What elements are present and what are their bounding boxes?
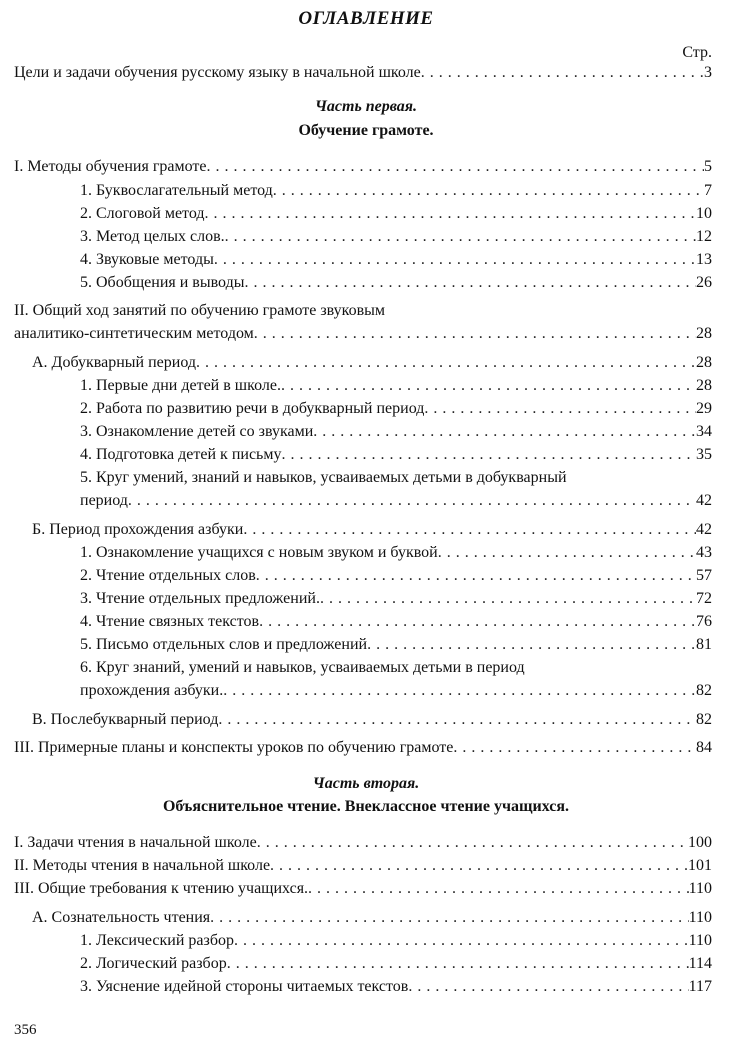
toc-entry	[80, 542, 712, 564]
page-title: ОГЛАВЛЕНИЕ	[298, 8, 434, 29]
page-number: 356	[14, 1022, 37, 1038]
entry-text: А. Сознательность чтения	[32, 909, 211, 926]
entry-page: 28	[696, 377, 712, 394]
entry-page: 28	[696, 325, 712, 342]
toc-entry	[80, 398, 712, 420]
entry-text: 5. Обобщения и выводы	[80, 274, 245, 291]
entry-text: Цели и задачи обучения русскому языку в начальной школе	[14, 64, 421, 81]
entry-text: II. Методы чтения в начальной школе	[14, 857, 271, 874]
entry-page: 81	[696, 636, 712, 653]
toc-entry	[14, 737, 712, 759]
entry-page: 101	[688, 857, 712, 874]
entry-page: 28	[696, 354, 712, 371]
page-column-label: Стр.	[682, 44, 712, 61]
entry-text: I. Задачи чтения в начальной школе	[14, 834, 257, 851]
entry-text: 2. Слоговой метод	[80, 205, 205, 222]
entry-page: 29	[696, 400, 712, 417]
toc-entry	[32, 907, 712, 929]
toc-entry	[80, 272, 712, 294]
toc-entry	[32, 709, 712, 731]
toc-entry	[80, 953, 712, 975]
toc-entry	[14, 832, 712, 854]
toc-entry	[14, 878, 712, 900]
entry-text: 1. Лексический разбор	[80, 932, 234, 949]
toc-entry	[32, 352, 712, 374]
entry-page: 84	[696, 739, 712, 756]
entry-text: прохождения азбуки.	[80, 682, 224, 699]
toc-entry	[80, 680, 712, 702]
entry-text: 3. Ознакомление детей со звуками	[80, 423, 314, 440]
entry-text: I. Методы обучения грамоте	[14, 158, 207, 175]
entry-page: 57	[696, 567, 712, 584]
entry-text: III. Примерные планы и конспекты уроков по обучению грамоте	[14, 739, 454, 756]
toc-entry	[14, 156, 712, 178]
part-one-title: Обучение грамоте.	[298, 122, 434, 139]
entry-page: 82	[696, 711, 712, 728]
entry-text: В. Послебукварный период	[32, 711, 219, 728]
entry-text: 1. Ознакомление учащихся с новым звуком и буквой	[80, 544, 438, 561]
toc-entry	[80, 249, 712, 271]
toc-entry	[14, 62, 712, 84]
entry-page: 34	[696, 423, 712, 440]
entry-page: 26	[696, 274, 712, 291]
entry-text: 2. Работа по развитию речи в добукварный период	[80, 400, 425, 417]
entry-text: период	[80, 492, 128, 509]
entry-page: 114	[688, 955, 712, 972]
entry-page: 100	[688, 834, 712, 851]
entry-text: 3. Уяснение идейной стороны читаемых текстов	[80, 978, 409, 995]
entry-text: 4. Подготовка детей к письму	[80, 446, 282, 463]
entry-text: 1. Первые дни детей в школе.	[80, 377, 281, 394]
entry-text: 6. Круг знаний, умений и навыков, усваиваемых детьми в период	[80, 659, 525, 676]
entry-text: 5. Письмо отдельных слов и предложений	[80, 636, 368, 653]
entry-text: Б. Период прохождения азбуки	[32, 521, 244, 538]
entry-text: 3. Чтение отдельных предложений.	[80, 590, 320, 607]
entry-page: 35	[696, 446, 712, 463]
entry-text: III. Общие требования к чтению учащихся.	[14, 880, 309, 897]
entry-page: 3	[704, 64, 712, 81]
toc-entry	[80, 490, 712, 512]
toc-entry	[80, 180, 712, 202]
entry-text: II. Общий ход занятий по обучению грамоте звуковым	[14, 302, 386, 319]
toc-entry	[14, 323, 712, 345]
part-two-label: Часть вторая.	[312, 775, 420, 792]
toc-entry	[80, 930, 712, 952]
entry-text: 4. Чтение связных текстов	[80, 613, 260, 630]
entry-text: 5. Круг умений, знаний и навыков, усваиваемых детьми в добукварный	[80, 469, 567, 486]
part-one-label: Часть первая.	[314, 98, 418, 115]
entry-page: 7	[704, 182, 712, 199]
entry-page: 110	[688, 909, 712, 926]
toc-entry	[80, 203, 712, 225]
toc-entry	[80, 444, 712, 466]
entry-text: 4. Звуковые методы	[80, 251, 214, 268]
entry-text: 3. Метод целых слов.	[80, 228, 225, 245]
entry-page: 43	[696, 544, 712, 561]
entry-page: 13	[696, 251, 712, 268]
entry-text: 2. Чтение отдельных слов	[80, 567, 256, 584]
entry-text: аналитико-синтетическим методом	[14, 325, 254, 342]
entry-text: А. Добукварный период	[32, 354, 196, 371]
entry-page: 117	[688, 978, 712, 995]
entry-page: 76	[696, 613, 712, 630]
toc-entry	[14, 855, 712, 877]
entry-page: 110	[688, 880, 712, 897]
entry-page: 12	[696, 228, 712, 245]
toc-entry	[80, 634, 712, 656]
entry-page: 72	[696, 590, 712, 607]
toc-entry	[80, 976, 712, 998]
toc-entry	[80, 421, 712, 443]
part-two-title: Объяснительное чтение. Внеклассное чтение учащихся.	[162, 798, 570, 815]
entry-page: 42	[696, 521, 712, 538]
toc-entry	[80, 611, 712, 633]
toc-entry	[32, 519, 712, 541]
entry-page: 42	[696, 492, 712, 509]
toc-entry	[80, 565, 712, 587]
entry-page: 5	[704, 158, 712, 175]
toc-entry	[80, 588, 712, 610]
toc-entry	[80, 375, 712, 397]
toc-entry	[80, 226, 712, 248]
entry-text: 1. Буквослагательный метод	[80, 182, 273, 199]
entry-page: 82	[696, 682, 712, 699]
entry-page: 10	[696, 205, 712, 222]
entry-text: 2. Логический разбор	[80, 955, 227, 972]
entry-page: 110	[688, 932, 712, 949]
